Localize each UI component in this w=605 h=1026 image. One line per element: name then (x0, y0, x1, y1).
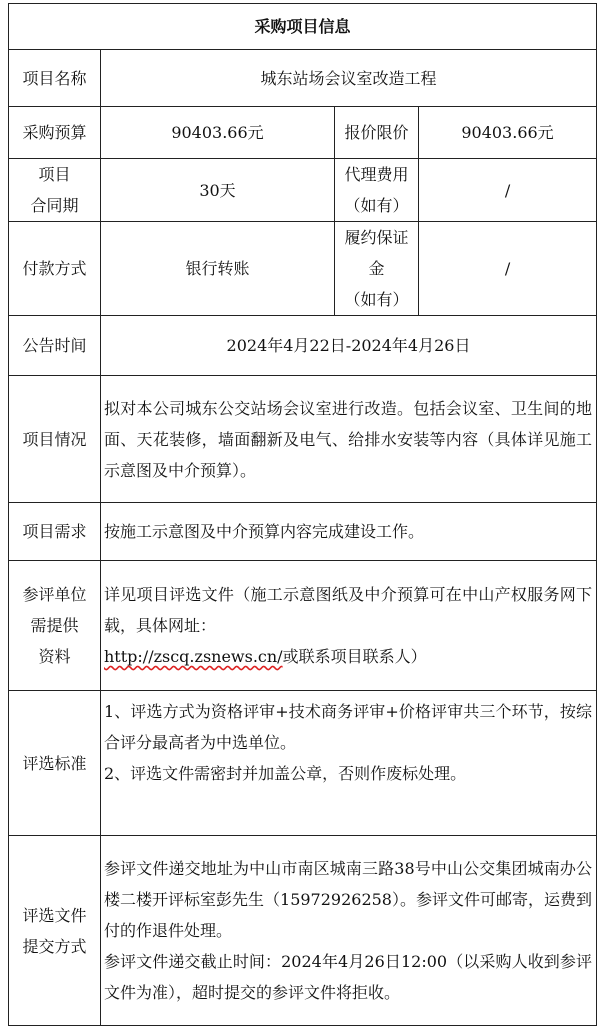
project-name-label: 项目名称 (9, 50, 101, 107)
payment-method-label: 付款方式 (9, 222, 101, 316)
price-limit-value: 90403.66元 (419, 107, 597, 159)
submission-method-label (9, 836, 101, 1026)
required-materials-text: 详见项目评选文件（施工示意图纸及中介预算可在中山产权服务网下载，具体网址： (104, 585, 593, 635)
row-project-name (9, 50, 597, 107)
notice-time-value: 2024年4月22日-2024年4月26日 (101, 316, 597, 376)
row-notice-time (9, 316, 597, 376)
budget-value: 90403.66元 (101, 107, 335, 159)
required-materials-label-line3: 资料 (38, 647, 71, 666)
required-materials-label-line2: 需提供 (30, 616, 79, 635)
project-situation-label: 项目情况 (9, 376, 101, 503)
procurement-info-table (8, 3, 597, 1026)
performance-bond-label-line2: 金 (368, 259, 385, 278)
row-project-requirement (9, 503, 597, 561)
agency-fee-label-line2: （如有） (344, 196, 409, 215)
price-limit-label: 报价限价 (335, 107, 419, 159)
required-materials-label-line1: 参评单位 (22, 585, 87, 604)
budget-label: 采购预算 (9, 107, 101, 159)
submission-method-cell (101, 836, 597, 1026)
agency-fee-value: / (419, 159, 597, 222)
table-title: 采购项目信息 (9, 4, 597, 50)
performance-bond-label-line1: 履约保证 (344, 228, 409, 247)
project-name-value: 城东站场会议室改造工程 (101, 50, 597, 107)
submission-method-label-line2: 提交方式 (22, 936, 87, 956)
agency-fee-label (335, 159, 419, 222)
contract-period-value: 30天 (101, 159, 335, 222)
submission-address-text: 参评文件递交地址为中山市南区城南三路38号中山公交集团城南办公楼二楼开评标室彭先生（15972926258）。参评文件可邮寄，运费到付的作退件处理。 (104, 859, 593, 940)
evaluation-criteria-item-1: 1、评选方式为资格评审+技术商务评审+价格评审共三个环节，按综合评分最高者为中选单位。 (104, 702, 593, 752)
performance-bond-label-line3: （如有） (344, 290, 409, 309)
row-project-situation (9, 376, 597, 503)
contract-period-label (9, 159, 101, 222)
evaluation-criteria-item-2: 2、评选文件需密封并加盖公章，否则作废标处理。 (104, 764, 467, 783)
row-payment (9, 222, 597, 316)
contract-period-label-line2: 合同期 (30, 196, 79, 215)
evaluation-criteria-cell (101, 691, 597, 836)
procurement-info-table-container (8, 3, 596, 1020)
row-required-materials (9, 561, 597, 691)
project-requirement-text: 按施工示意图及中介预算内容完成建设工作。 (101, 503, 597, 561)
performance-bond-value: / (419, 222, 597, 316)
contract-period-label-line1: 项目 (38, 165, 71, 184)
agency-fee-label-line1: 代理费用 (344, 165, 409, 184)
project-situation-text: 拟对本公司城东公交站场会议室进行改造。包括会议室、卫生间的地面、天花装修，墙面翻新及电气、给排水安装等内容（具体详见施工示意图及中介预算）。 (101, 376, 597, 503)
performance-bond-label (335, 222, 419, 316)
row-evaluation-criteria (9, 691, 597, 836)
row-contract-period (9, 159, 597, 222)
evaluation-criteria-label: 评选标准 (9, 691, 101, 836)
required-materials-suffix: 或联系项目联系人） (282, 647, 427, 666)
row-submission-method (9, 836, 597, 1026)
required-materials-cell (101, 561, 597, 691)
submission-deadline-text: 参评文件递交截止时间：2024年4月26日12:00（以采购人收到参评文件为准），超时提交的参评文件将拒收。 (104, 952, 593, 1002)
submission-method-label-line1: 评选文件 (22, 905, 87, 925)
payment-method-value: 银行转账 (101, 222, 335, 316)
required-materials-label (9, 561, 101, 691)
property-rights-website-link[interactable]: http://zscq.zsnews.cn/ (104, 647, 283, 666)
project-requirement-label: 项目需求 (9, 503, 101, 561)
row-budget (9, 107, 597, 159)
notice-time-label: 公告时间 (9, 316, 101, 376)
